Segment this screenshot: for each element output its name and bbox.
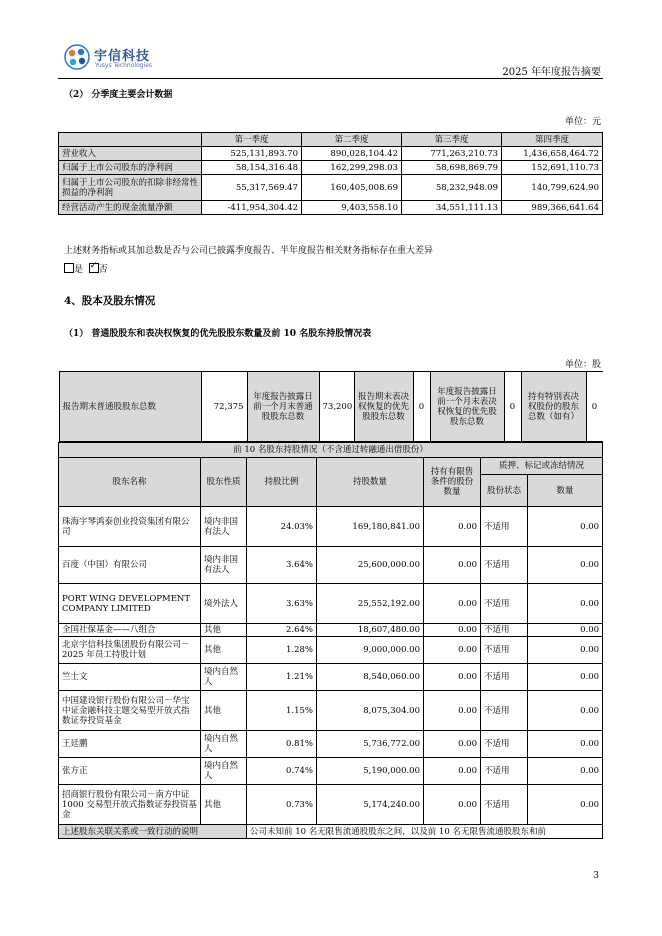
holder-count: 0.00 — [528, 584, 603, 624]
holder-nature: 其他 — [201, 637, 247, 664]
holder-status: 不适用 — [481, 758, 528, 785]
q-cell: 160,405,008.69 — [302, 175, 402, 201]
table-row — [59, 201, 603, 215]
q-cell: -411,954,304.42 — [202, 201, 302, 215]
q-cell: 58,232,948.09 — [402, 175, 502, 201]
holder-qty: 8,540,060.00 — [317, 664, 424, 691]
summary-label: 持有特别表决权股份的股东总数（如有） — [521, 372, 586, 442]
holder-nature: 境内非国有法人 — [201, 507, 247, 547]
holder-qty: 9,000,000.00 — [317, 637, 424, 664]
holder-restricted: 0.00 — [424, 731, 481, 758]
section4-title: 4、股本及股东情况 — [64, 295, 156, 307]
logo-mark-icon — [64, 44, 90, 70]
holder-qty: 5,174,240.00 — [317, 785, 424, 825]
holder-status: 不适用 — [481, 664, 528, 691]
holder-nature: 其他 — [201, 624, 247, 637]
holder-count: 0.00 — [528, 637, 603, 664]
holder-qty: 18,607,480.00 — [317, 624, 424, 637]
holder-name: 全国社保基金——八组合 — [59, 624, 201, 637]
q-row-label: 归属于上市公司股东的扣除非经常性损益的净利润 — [59, 175, 202, 201]
holder-count: 0.00 — [528, 664, 603, 691]
holder-ratio: 1.28% — [247, 637, 317, 664]
holder-nature: 境内自然人 — [201, 664, 247, 691]
holder-restricted: 0.00 — [424, 691, 481, 731]
holder-count: 0.00 — [528, 691, 603, 731]
summary-label: 年度报告披露日前一个月末普通股股东总数 — [247, 372, 319, 442]
summary-value: 0 — [586, 372, 603, 442]
holder-nature: 境外法人 — [201, 584, 247, 624]
table-row — [59, 147, 603, 161]
q-cell: 525,131,893.70 — [202, 147, 302, 161]
table-row — [59, 691, 603, 731]
holder-ratio: 1.15% — [247, 691, 317, 731]
holder-nature: 境内自然人 — [201, 731, 247, 758]
q-row-label: 营业收入 — [59, 147, 202, 161]
holder-ratio: 1.21% — [247, 664, 317, 691]
q-header-cell: 第二季度 — [302, 133, 402, 147]
table-row — [59, 731, 603, 758]
col-header-ratio: 持股比例 — [247, 458, 317, 507]
section4-subtitle: （1） 普通股股东和表决权恢复的优先股股东数量及前 10 名股东持股情况表 — [64, 329, 372, 339]
holder-name: 招商银行股份有限公司－南方中证 1000 交易型开放式指数证券投资基金 — [59, 785, 201, 825]
section4-unit: 单位：股 — [564, 360, 601, 370]
holder-ratio: 24.03% — [247, 507, 317, 547]
holder-header-row — [59, 458, 603, 475]
q-cell: 34,551,111.13 — [402, 201, 502, 215]
holder-restricted: 0.00 — [424, 624, 481, 637]
col-header-nature: 股东性质 — [201, 458, 247, 507]
holder-status: 不适用 — [481, 691, 528, 731]
col-header-qty: 持股数量 — [317, 458, 424, 507]
company-logo — [64, 44, 154, 72]
holder-status: 不适用 — [481, 584, 528, 624]
holder-name: 王廷鹏 — [59, 731, 201, 758]
logo-en-text: Yusys Technologies — [95, 62, 153, 69]
holder-status: 不适用 — [481, 637, 528, 664]
holder-count: 0.00 — [528, 507, 603, 547]
q-cell: 9,403,558.10 — [302, 201, 402, 215]
table-row — [59, 624, 603, 637]
holder-count: 0.00 — [528, 624, 603, 637]
holder-nature: 境内非国有法人 — [201, 547, 247, 584]
q-cell: 58,154,316.48 — [202, 161, 302, 175]
checkbox-yes-icon[interactable] — [64, 263, 74, 273]
option-no-label: 否 — [98, 265, 108, 275]
holder-qty: 25,600,000.00 — [317, 547, 424, 584]
checkbox-no-checked-icon[interactable] — [89, 263, 99, 273]
table-row — [59, 637, 603, 664]
holder-status: 不适用 — [481, 507, 528, 547]
q-cell: 55,317,569.47 — [202, 175, 302, 201]
summary-value: 0 — [504, 372, 521, 442]
quarterly-note: 上述财务指标或其加总数是否与公司已披露季度报告、半年度报告相关财务指标存在重大差异 — [64, 246, 434, 256]
q-header-cell — [59, 133, 202, 147]
holder-status: 不适用 — [481, 624, 528, 637]
holder-qty: 25,552,192.00 — [317, 584, 424, 624]
yes-no-options — [64, 262, 108, 275]
table-row — [59, 161, 603, 175]
header-divider — [58, 78, 603, 79]
holder-ratio: 2.64% — [247, 624, 317, 637]
table-row — [59, 547, 603, 584]
holder-qty: 5,736,772.00 — [317, 731, 424, 758]
holder-name: 珠海宇琴鸿泰创业投资集团有限公司 — [59, 507, 201, 547]
holder-restricted: 0.00 — [424, 547, 481, 584]
table-row — [59, 758, 603, 785]
q-cell: 890,028,104.42 — [302, 147, 402, 161]
q-cell: 162,299,298.03 — [302, 161, 402, 175]
holder-restricted: 0.00 — [424, 637, 481, 664]
relation-text: 公司未知前 10 名无限售流通股股东之间，以及前 10 名无限售流通股股东和前 — [247, 825, 603, 839]
q-cell: 989,366,641.64 — [502, 201, 603, 215]
holder-restricted: 0.00 — [424, 507, 481, 547]
holder-name: 百度（中国）有限公司 — [59, 547, 201, 584]
holder-nature: 其他 — [201, 785, 247, 825]
holder-name: PORT WING DEVELOPMENT COMPANY LIMITED — [59, 584, 201, 624]
logo-cn-text: 宇信科技 — [94, 49, 151, 64]
table-row — [59, 664, 603, 691]
relation-label: 上述股东关联关系或一致行动的说明 — [59, 825, 247, 839]
summary-value: 0 — [413, 372, 430, 442]
q-cell: 152,691,110.73 — [502, 161, 603, 175]
quarterly-section-title: （2） 分季度主要会计数据 — [64, 90, 173, 100]
table-row — [59, 785, 603, 825]
top10-title: 前 10 名股东持股情况（不含通过转融通出借股份） — [59, 443, 603, 458]
col-header-status: 股份状态 — [481, 475, 528, 507]
quarterly-unit: 单位：元 — [564, 117, 601, 127]
col-header-count: 数量 — [528, 475, 603, 507]
holder-name: 北京宇信科技集团股份有限公司－2025 年员工持股计划 — [59, 637, 201, 664]
holder-qty: 8,075,304.00 — [317, 691, 424, 731]
holder-count: 0.00 — [528, 785, 603, 825]
holder-nature: 其他 — [201, 691, 247, 731]
doc-title: 2025 年年度报告摘要 — [502, 67, 601, 78]
holder-ratio: 3.64% — [247, 547, 317, 584]
q-header-cell: 第四季度 — [502, 133, 603, 147]
summary-label: 报告期末普通股股东总数 — [59, 372, 201, 442]
holder-qty: 5,190,000.00 — [317, 758, 424, 785]
summary-value: 72,375 — [201, 372, 247, 442]
q-header-cell: 第三季度 — [402, 133, 502, 147]
holder-name: 张方正 — [59, 758, 201, 785]
col-header-pledge-group: 质押、标记或冻结情况 — [481, 458, 603, 475]
q-cell: 58,698,869.79 — [402, 161, 502, 175]
shareholder-table — [58, 371, 603, 839]
holder-restricted: 0.00 — [424, 584, 481, 624]
holder-status: 不适用 — [481, 547, 528, 584]
q-cell: 140,799,624.90 — [502, 175, 603, 201]
holder-count: 0.00 — [528, 758, 603, 785]
q-row-label: 经营活动产生的现金流量净额 — [59, 201, 202, 215]
table-row — [59, 584, 603, 624]
holder-status: 不适用 — [481, 731, 528, 758]
col-header-name: 股东名称 — [59, 458, 201, 507]
summary-value: 73,200 — [319, 372, 354, 442]
holder-ratio: 3.63% — [247, 584, 317, 624]
summary-table — [59, 371, 603, 442]
summary-label: 报告期末表决权恢复的优先股股东总数 — [354, 372, 413, 442]
holder-ratio: 0.73% — [247, 785, 317, 825]
table-row — [59, 507, 603, 547]
holder-count: 0.00 — [528, 731, 603, 758]
page-number: 3 — [593, 871, 599, 881]
holder-qty: 169,180,841.00 — [317, 507, 424, 547]
holder-restricted: 0.00 — [424, 758, 481, 785]
summary-label: 年度报告披露日前一个月末表决权恢复的优先股股东总数 — [430, 372, 504, 442]
q-cell: 1,436,658,464.72 — [502, 147, 603, 161]
holder-name: 中国建设银行股份有限公司－华宝中证金融科技主题交易型开放式指数证券投资基金 — [59, 691, 201, 731]
option-yes-label: 是 — [74, 265, 84, 275]
holder-name: 竺士文 — [59, 664, 201, 691]
relation-row — [59, 825, 603, 839]
summary-row — [59, 371, 603, 443]
holder-nature: 境内自然人 — [201, 758, 247, 785]
q-cell: 771,263,210.73 — [402, 147, 502, 161]
holder-ratio: 0.74% — [247, 758, 317, 785]
holder-status: 不适用 — [481, 785, 528, 825]
q-header-cell: 第一季度 — [202, 133, 302, 147]
holder-restricted: 0.00 — [424, 785, 481, 825]
holder-count: 0.00 — [528, 547, 603, 584]
col-header-restricted: 持有有限售条件的股份数量 — [424, 458, 481, 507]
holder-ratio: 0.81% — [247, 731, 317, 758]
q-row-label: 归属于上市公司股东的净利润 — [59, 161, 202, 175]
holder-restricted: 0.00 — [424, 664, 481, 691]
quarterly-table — [58, 132, 603, 215]
top10-title-row — [59, 443, 603, 458]
table-row — [59, 175, 603, 201]
quarterly-header-row — [59, 133, 603, 147]
